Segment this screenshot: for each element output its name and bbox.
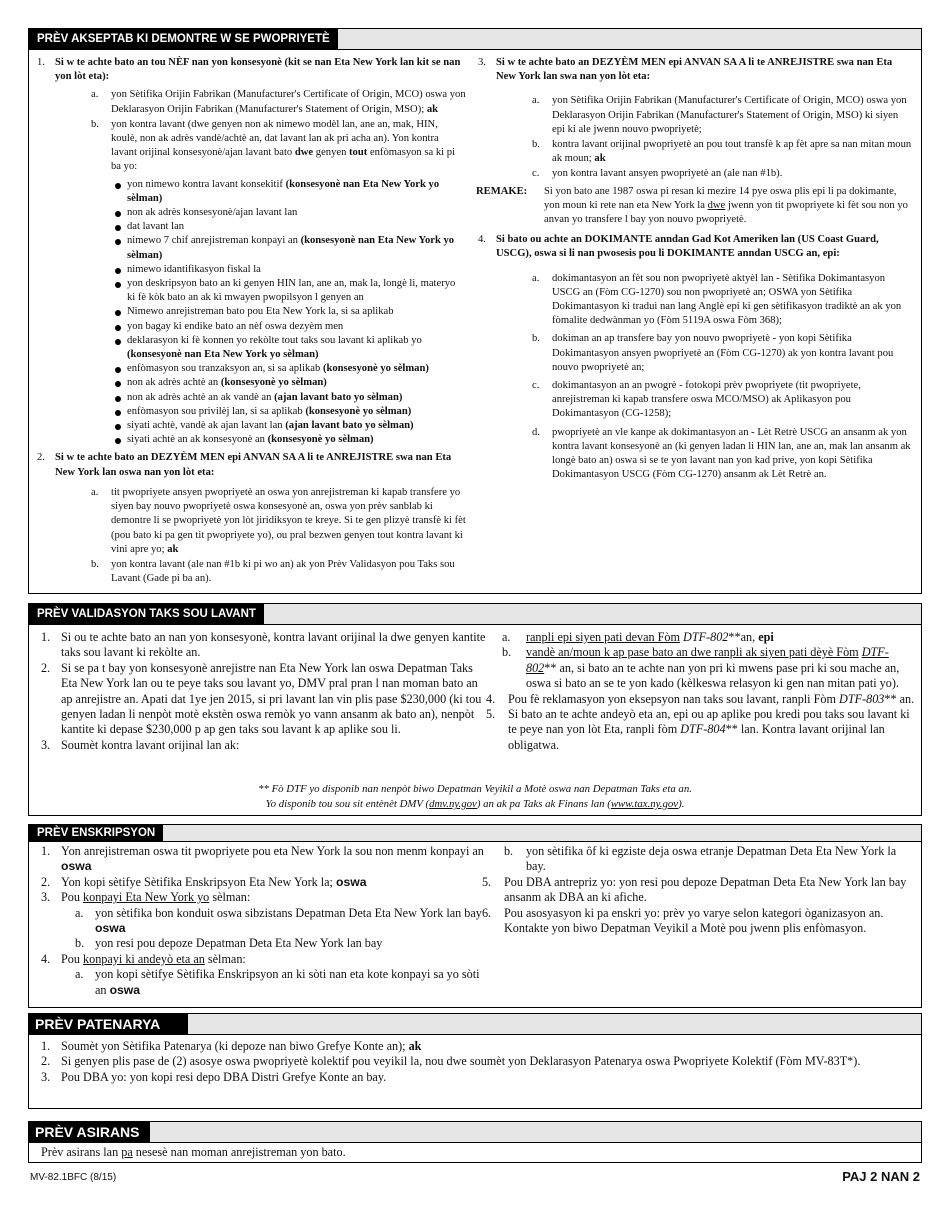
bullet-item: non ak adrès konsesyonè/ajan lavant lan bbox=[55, 206, 466, 220]
list-item: 3. Soumèt kontra lavant orijinal lan ak: bbox=[41, 737, 240, 752]
list-item: 3. Si w te achte bato an DEZYÈM MEN epi ANVAN SA A li te ANREJISTRE swa nan Eta New York lan swa nan yon lòt eta: a. yon Sètifika Orijin Fabrikan (Manufacturer's Certificate of Origin, MCO) oswa yon Deklarasyon Orijin Fabrikan (Manufacturer's Statement of Origin, MSO) ki siyen epi ki ale jwenn nouvo pwopriyetè; b. kontra lavant orijinal pwopriyetè an pou tout transfè k ap fèt apre sa nan mitan moun ak moun; ak c. yon kontra lavant ansyen pwopriyetè an (ale nan #1b). REMAKE: Si yon bato ane 1987 oswa pi resan ki mezire 14 pye oswa plis epi li pa dokimante, yon moun ki rete nan eta New York la dwe jwenn yon tit pwopriyete ki fèt sou non yo anvan yo transfere l bay yon nouvo pwopriyetè. bbox=[474, 56, 913, 227]
right-column bbox=[470, 56, 921, 589]
section-header-bar bbox=[29, 29, 921, 50]
section-title: PRÈV PATENARYA bbox=[29, 1014, 188, 1034]
bullet-item: nimewo 7 chif anrejistreman konpayi an (konsesyonè nan Eta New York yo sèlman) bbox=[55, 234, 466, 262]
section-title: PRÈV ASIRANS bbox=[29, 1122, 150, 1142]
list-item: a. yon Sètifika Orijin Fabrikan (Manufacturer's Certificate of Origin, MCO) oswa yon Deklarasyon Orijin Fabrikan (Manufacturer's Statement of Origin, MSO); ak bbox=[91, 89, 466, 115]
list-item: d. pwopriyetè an vle kanpe ak dokimantasyon an - Lèt Retrè USCG an ansanm ak yon kontra lavant konsesyonè an (ki genyen ladan li HIN lan, ane an, mak lan ansanm ak longè bato an) oswa si se te yon lavant nan yon kad prive, yon kopi Sètifika Dokimantasyon USCG (Fòm CG-1270) ansanm ak Lèt Retrè an. bbox=[532, 426, 911, 481]
list-item: a. yon Sètifika Orijin Fabrikan (Manufacturer's Certificate of Origin, MCO) oswa yon Deklarasyon Orijin Fabrikan (Manufacturer's Statement of Origin, MSO) ki siyen epi ki ale jwenn nouvo pwopriyetè; bbox=[532, 95, 907, 135]
list-item: 5. Pou DBA antrepriz yo: yon resi pou depoze Depatman Deta Eta New York lan bay ansanm ak DBA an ki afiche. bbox=[481, 874, 907, 905]
list-item: b. yon kontra lavant (dwe genyen non ak nimewo modèl lan, ane an, mak, HIN, koulè, non ak adrès vandè/achtè an, dat lavant lan ak pri acha an). Yon kontra lavant orijinal konsesyonè/ajan lavant bato dwe genyen tout enfòmasyon sa ki pi ba yo: bbox=[91, 118, 455, 173]
list-item: a. tit pwopriyete ansyen pwopriyetè an oswa yon anrejistreman ki kapab transfere yo siyen bay nouvo pwopriyetè oswa konsesyonè an, oswa yon prèv sanblab ki demontre li se pwopriyetè yon lòt jiridiksyon te kreye. Si te gen plizyè transfè ki fèt (pou bato ki pa gen tit pwopriyete yo), ou pral bezwen genyen tout kontra lavant ki vini apre yo; ak bbox=[91, 486, 466, 555]
list-item: 4. Pou fè reklamasyon yon eksepsyon nan taks sou lavant, ranpli Fòm DTF-803** an. bbox=[485, 691, 915, 706]
bullet-item: yon bagay ki endike bato an nèf oswa dezyèm men bbox=[55, 320, 466, 334]
section-title: PRÈV VALIDASYON TAKS SOU LAVANT bbox=[29, 604, 264, 624]
section-header-bar bbox=[29, 1014, 921, 1035]
right-column bbox=[481, 844, 921, 998]
section-registration-proof bbox=[28, 824, 922, 1008]
list-item: 3. Pou DBA yo: yon kopi resi depo DBA Distri Grefye Konte an bay. bbox=[41, 1069, 387, 1084]
list-item: 5. Si bato an te achte andeyò eta an, epi ou ap aplike pou kredi pou taks sou lavant ki te peye nan yon lòt Eta, ranpli fòm DTF-804** lan. Kontra lavant orijinal lan obligatwa. bbox=[485, 707, 910, 752]
list-item: 6. Pou asosyasyon ki pa enskri yo: prèv yo varye selon kategori òganizasyon an. Kontakte yon biwo Depatman Veyikil a Motè pou jwenn plis enfòmasyon. bbox=[481, 905, 884, 936]
list-item: c. yon kontra lavant ansyen pwopriyetè an (ale nan #1b). bbox=[532, 168, 783, 180]
list-item: b. vandè an/moun k ap pase bato an dwe ranpli ak siyen pati dèyè Fòm DTF-802** an, si bato an te achte nan yon pri ki mwens pase pri ki sou mache an, oswa si bato an se te yon kado (kèlkeswa relasyon ki gen nan mitan pati yo). bbox=[501, 645, 900, 691]
list-item: 1. Soumèt yon Sètifika Patenarya (ki depoze nan biwo Grefye Konte an); ak bbox=[41, 1039, 422, 1053]
section-sales-tax-validation bbox=[28, 603, 922, 816]
section-insurance-proof bbox=[28, 1121, 922, 1163]
section-proof-ownership bbox=[28, 28, 922, 594]
right-column bbox=[485, 630, 921, 753]
bullet-item: non ak adrès achtè an ak vandè an (ajan lavant bato yo sèlman) bbox=[55, 391, 466, 405]
list-item: a. yon sètifika bon konduit oswa sibzistans Depatman Deta Eta New York lan bay oswa bbox=[75, 905, 482, 936]
insurance-text: Prèv asirans lan pa nesesè nan moman anrejistreman yon bato. bbox=[41, 1145, 346, 1159]
page-number: PAJ 2 NAN 2 bbox=[842, 1169, 920, 1184]
bullet-item: non ak adrès achtè an (konsesyonè yo sèlman) bbox=[55, 376, 466, 390]
footnote: ** Fò DTF yo disponib nan nenpòt biwo Depatman Veyikil a Motè oswa nan Depatman Taks eta an. Yo disponib tou sou sit entènèt DMV (dmv.ny.gov) an ak pa Taks ak Finans lan (www.tax.ny.gov). bbox=[258, 783, 692, 810]
section-header-bar bbox=[29, 825, 921, 842]
remake-note: REMAKE: Si yon bato ane 1987 oswa pi resan ki mezire 14 pye oswa plis epi li pa dokimante, yon moun ki rete nan eta New York la dwe jwenn yon tit pwopriyete ki fèt sou non yo anvan yo transfere l bay yon nouvo pwopriyetè. bbox=[476, 185, 908, 226]
bullet-item: enfòmasyon sou tranzaksyon an, si sa aplikab (konsesyonè yo sèlman) bbox=[55, 362, 466, 376]
list-item: b. yon kontra lavant (ale nan #1b ki pi wo an) ak yon Prèv Validasyon pou Taks sou Lavant (Gade pi ba an). bbox=[91, 558, 455, 585]
list-item: a. ranpli epi siyen pati devan Fòm DTF-802**an, epi bbox=[501, 630, 774, 644]
section-title: PRÈV ENSKRIPSYON bbox=[29, 825, 163, 841]
list-item: a. dokimantasyon an fèt sou non pwopriyetè aktyèl lan - Sètifika Dokimantasyon USCG an (Fòm CG-1270) sou non pwopriyetè an; OSWA yon Sètifika Dokimantasyon ki tradui nan lang Anglè epi ki gen sètifikasyon tradiktè an ak yon fòmalite dedwànman yo (Fòm 5119A oswa Fòm 368); bbox=[532, 272, 902, 327]
list-item: b. yon sètifika ôf ki egziste deja oswa etranje Depatman Deta Eta New York la bay. bbox=[503, 844, 897, 874]
list-item: 2. Si w te achte bato an DEZYÈM MEN epi ANVAN SA A li te ANREJISTRE swa nan Eta New York lan oswa nan yon lòt eta: a. tit pwopriyete ansyen pwopriyetè an oswa yon anrejistreman ki kapab transfere yo siyen bay nouvo pwopriyetè oswa konsesyonè an, oswa yon prèv sanblab ki demontre li se pwopriyetè yon lòt jiridiksyon te kreye. Si te gen plizyè transfè ki fèt (pou bato ki pa gen tit pwopriyete yo), ou pral bezwen genyen tout kontra lavant ki vini apre yo; ak b. yon kontra lavant (ale nan #1b ki pi wo an) ak yon Prèv Validasyon pou Taks sou Lavant (Gade pi ba an). bbox=[33, 451, 466, 586]
list-item: 2. Yon kopi sètifye Sètifika Enskripsyon Eta New York la; oswa bbox=[41, 874, 367, 889]
bullet-item: yon deskripsyon bato an ki genyen HIN lan, ane an, mak la, longè li, materyo ki fè kòk bato an ak ki mwayen pwopilsyon l genyen an bbox=[55, 277, 466, 305]
list-item: b. dokiman an ap transfere bay yon nouvo pwopriyetè - yon kopi Sètifika Dokimantasyon ansyen pwopriyetè an (Fòm CG-1270) ak yon kontra lavant pou nouvo pwopriyetè an; bbox=[532, 333, 894, 373]
list-item: 3. Pou konpayi Eta New York yo sèlman: bbox=[41, 890, 251, 905]
section-header-bar bbox=[29, 604, 921, 625]
list-item: c. dokimantasyon an an pwogrè - fotokopi prèv pwopriyete (tit pwopriyete, anrejistreman ki kapab transfere oswa MCO/MSO) ak Aplikasyon pou Dokimantasyon (CG-1258); bbox=[532, 380, 861, 420]
bullet-item: nimewo idantifikasyon fiskal la bbox=[55, 263, 466, 277]
bullet-item: enfòmasyon sou privilèj lan, si sa aplikab (konsesyonè yo sèlman) bbox=[55, 405, 466, 419]
section-partnership-proof bbox=[28, 1013, 922, 1109]
tax-link[interactable]: www.tax.ny.gov bbox=[610, 798, 679, 810]
list-item: 2. Si se pa t bay yon konsesyonè anrejistre nan Eta New York lan oswa Depatman Taks Eta New York lan ou te peye taks sou lavant yo, DMV pral pran l nan moman bato an ap anrejistre an. Apati dat 1ye jen 2015, si pri lavant lan vin plis pase $230,000 (ki tou genyen ladan li nenpòt motè ekstèn oswa remòk yo vann ansanm ak bato an), nenpòt kantite ki depase $230,000 p ap gen taks sou lavant k ap aplike sou li. bbox=[41, 660, 482, 737]
section-header-bar bbox=[29, 1122, 921, 1143]
list-item: b. yon resi pou depoze Depatman Deta Eta New York lan bay bbox=[75, 936, 383, 951]
list-item: 1. Si ou te achte bato an nan yon konsesyonè, kontra lavant orijinal la dwe genyen kantite taks sou lavant ki rekòlte an. bbox=[41, 630, 486, 660]
list-item: 1. Si w te achte bato an tou NÈF nan yon konsesyonè (kit se nan Eta New York lan kit se nan yon lòt eta): a. yon Sètifika Orijin Fabrikan (Manufacturer's Certificate of Origin, MCO) oswa yon Deklarasyon Orijin Fabrikan (Manufacturer's Statement of Origin, MSO); ak b. yon kontra lavant (dwe genyen non ak nimewo modèl lan, ane an, mak, HIN, koulè, non ak adrès vandè/achtè an, dat lavant lan ak pri acha an). Yon kontra lavant orijinal konsesyonè/ajan lavant bato dwe genyen tout enfòmasyon sa ki pi ba yo: yon nimewo kontra lavant konsekitif (konsesyonè nan Eta New York yo sèlman) non ak adrès konsesyonè/ajan lavant lan dat lavant lan nimewo 7 chif anrejistreman konpayi an (konsesyonè nan Eta New York yo sèlman) nimewo idantifikasyon fiskal la yon deskripsyon bato an ki genyen HIN lan, ane an, mak la, longè li, materyo ki fè kòk bato an ak ki mwayen pwopilsyon l genyen an Nimewo anrejistreman bato pou Eta New York la, si sa aplikab yon bagay ki endike bato an nèf oswa dezyèm men deklarasyon ki fè konnen yo rekòlte tout taks sou lavant ki aplikab yo (konsesyonè nan Eta New York yo sèlman) enfòmasyon sou tranzaksyon an, si sa aplikab (konsesyonè yo sèlman) non ak adrès achtè an (konsesyonè yo sèlman) non ak adrès achtè an ak vandè an (ajan lavant bato yo sèlman) enfòmasyon sou privilèj lan, si sa aplikab (konsesyonè yo sèlman) siyati achtè, vandè ak ajan lavant lan (ajan lavant bato yo sèlman) siyati achtè an ak konsesyonè an (konsesyonè yo sèlman) bbox=[33, 56, 466, 447]
left-column bbox=[29, 56, 470, 589]
section-title: PRÈV AKSEPTAB KI DEMONTRE W SE PWOPRIYETÈ bbox=[29, 29, 338, 49]
list-item: 1. Yon anrejistreman oswa tit pwopriyete pou eta New York la sou non menm konpayi an oswa bbox=[41, 844, 484, 874]
bullet-item: Nimewo anrejistreman bato pou Eta New York la, si sa aplikab bbox=[55, 305, 466, 319]
list-item: b. kontra lavant orijinal pwopriyetè an pou tout transfè k ap fèt apre sa nan mitan moun ak moun; ak bbox=[532, 139, 912, 165]
bullet-item: siyati achtè an ak konsesyonè an (konsesyonè yo sèlman) bbox=[55, 433, 466, 447]
dmv-link[interactable]: dmv.ny.gov bbox=[429, 798, 477, 810]
form-number: MV-82.1BFC (8/15) bbox=[30, 1172, 117, 1183]
list-item: 4. Si bato ou achte an DOKIMANTE anndan Gad Kot Ameriken lan (US Coast Guard, USCG), oswa si li nan pwosesis pou li DOKIMANTE anndan USCG an, epi: a. dokimantasyon an fèt sou non pwopriyetè aktyèl lan - Sètifika Dokimantasyon USCG an (Fòm CG-1270) sou non pwopriyetè an; OSWA yon Sètifika Dokimantasyon ki tradui nan lang Anglè epi ki gen sètifikasyon tradiktè an ak yon fòmalite dedwànman yo (Fòm 5119A oswa Fòm 368); b. dokiman an ap transfere bay yon nouvo pwopriyetè - yon kopi Sètifika Dokimantasyon ansyen pwopriyetè an (Fòm CG-1270) ak yon kontra lavant pou nouvo pwopriyetè an; c. dokimantasyon an an pwogrè - fotokopi prèv pwopriyete (tit pwopriyete, anrejistreman ki kapab transfere oswa MCO/MSO) ak Aplikasyon pou Dokimantasyon (CG-1258); d. pwopriyetè an vle kanpe ak dokimantasyon an - Lèt Retrè USCG an ansanm ak yon kontra lavant konsesyonè an (ki genyen ladan li HIN lan, ane an, mak lan ansanm ak longè bato an) oswa si se te yon lavant nan yon kad prive, yon kopi Sètifika Dokimantasyon USCG (Fòm CG-1270) ansanm ak Lèt Retrè an. bbox=[474, 233, 913, 482]
requirements-bullet-list bbox=[55, 178, 466, 448]
bullet-item: dat lavant lan bbox=[55, 220, 466, 234]
left-column bbox=[29, 630, 498, 753]
bullet-item: deklarasyon ki fè konnen yo rekòlte tout taks sou lavant ki aplikab yo (konsesyonè nan Eta New York yo sèlman) bbox=[55, 334, 466, 362]
list-item: 4. Pou konpayi ki andeyò eta an sèlman: bbox=[41, 951, 246, 966]
bullet-item: siyati achtè, vandè ak ajan lavant lan (ajan lavant bato yo sèlman) bbox=[55, 419, 466, 433]
left-column bbox=[29, 844, 498, 998]
list-item: a. yon kopi sètifye Sètifika Enskripsyon an ki sòti nan eta kote konpayi sa yo sòti an oswa bbox=[75, 967, 480, 997]
list-item: 2. Si genyen plis pase de (2) asosye oswa pwopriyetè kolektif pou veyikil la, nou dwe soumèt yon Deklarasyon Patenarya oswa Pwopriyete Kolektif (Fòm MV-83T*). bbox=[41, 1054, 861, 1069]
bullet-item: yon nimewo kontra lavant konsekitif (konsesyonè nan Eta New York yo sèlman) bbox=[55, 178, 466, 206]
